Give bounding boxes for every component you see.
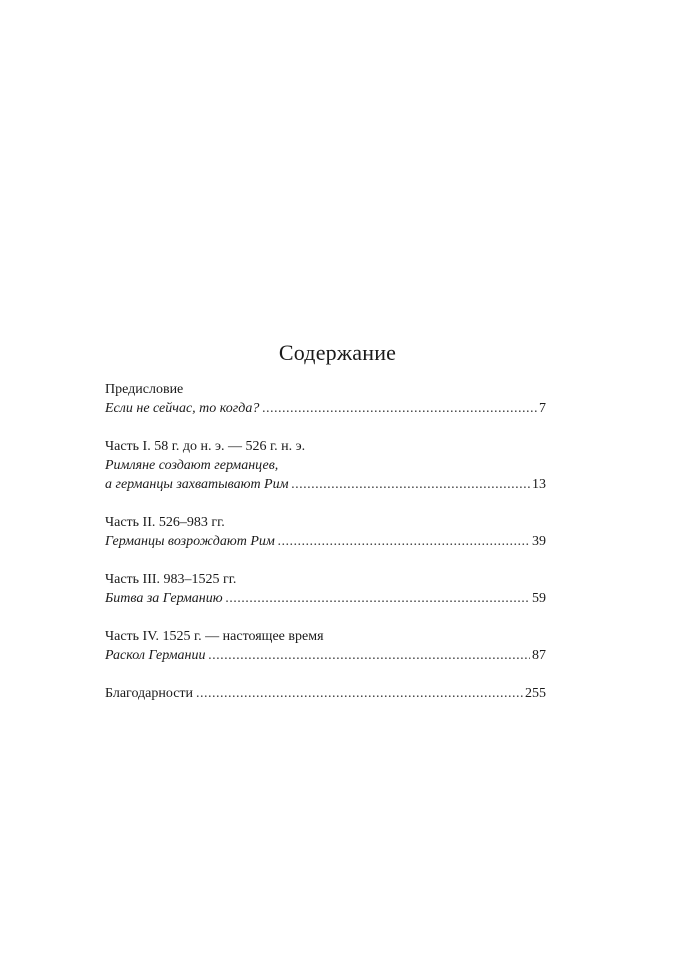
page-number: 87 xyxy=(532,648,546,663)
toc-section-part-1 xyxy=(105,437,546,494)
dot-leader xyxy=(208,646,530,665)
section-heading: Предисловие xyxy=(105,382,184,397)
page-number: 7 xyxy=(539,401,546,416)
toc-entry[interactable] xyxy=(105,399,546,418)
toc-section-preface xyxy=(105,380,546,418)
toc-entry[interactable] xyxy=(105,589,546,608)
entry-title: Германцы возрождают Рим xyxy=(105,534,275,549)
entry-title: Если не сейчас, то когда? xyxy=(105,401,260,416)
toc-section-part-2 xyxy=(105,513,546,551)
toc-entry[interactable] xyxy=(105,684,546,703)
dot-leader xyxy=(196,684,523,703)
page-number: 39 xyxy=(532,534,546,549)
page-number: 13 xyxy=(532,477,546,492)
dot-leader xyxy=(262,399,537,418)
section-heading: Часть II. 526–983 гг. xyxy=(105,515,225,530)
section-heading: Часть I. 58 г. до н. э. — 526 г. н. э. xyxy=(105,439,306,454)
table-of-contents xyxy=(105,380,546,703)
toc-entry[interactable] xyxy=(105,646,546,665)
toc-section-part-4 xyxy=(105,627,546,665)
entry-title: Раскол Германии xyxy=(105,648,206,663)
toc-entry[interactable] xyxy=(105,532,546,551)
page-title: Содержание xyxy=(278,340,397,365)
entry-title-line: Римляне создают германцев, xyxy=(105,458,279,473)
page-number: 255 xyxy=(525,686,546,701)
entry-title: Битва за Германию xyxy=(105,591,223,606)
toc-entry[interactable] xyxy=(105,475,546,494)
toc-section-acknowledgements xyxy=(105,684,546,703)
toc-section-part-3 xyxy=(105,570,546,608)
entry-title: а германцы захватывают Рим xyxy=(105,477,289,492)
section-heading: Часть IV. 1525 г. — настоящее время xyxy=(105,629,324,644)
dot-leader xyxy=(292,475,530,494)
section-heading: Часть III. 983–1525 гг. xyxy=(105,572,237,587)
dot-leader xyxy=(226,589,530,608)
entry-title: Благодарности xyxy=(105,686,194,701)
dot-leader xyxy=(278,532,530,551)
page-number: 59 xyxy=(532,591,546,606)
